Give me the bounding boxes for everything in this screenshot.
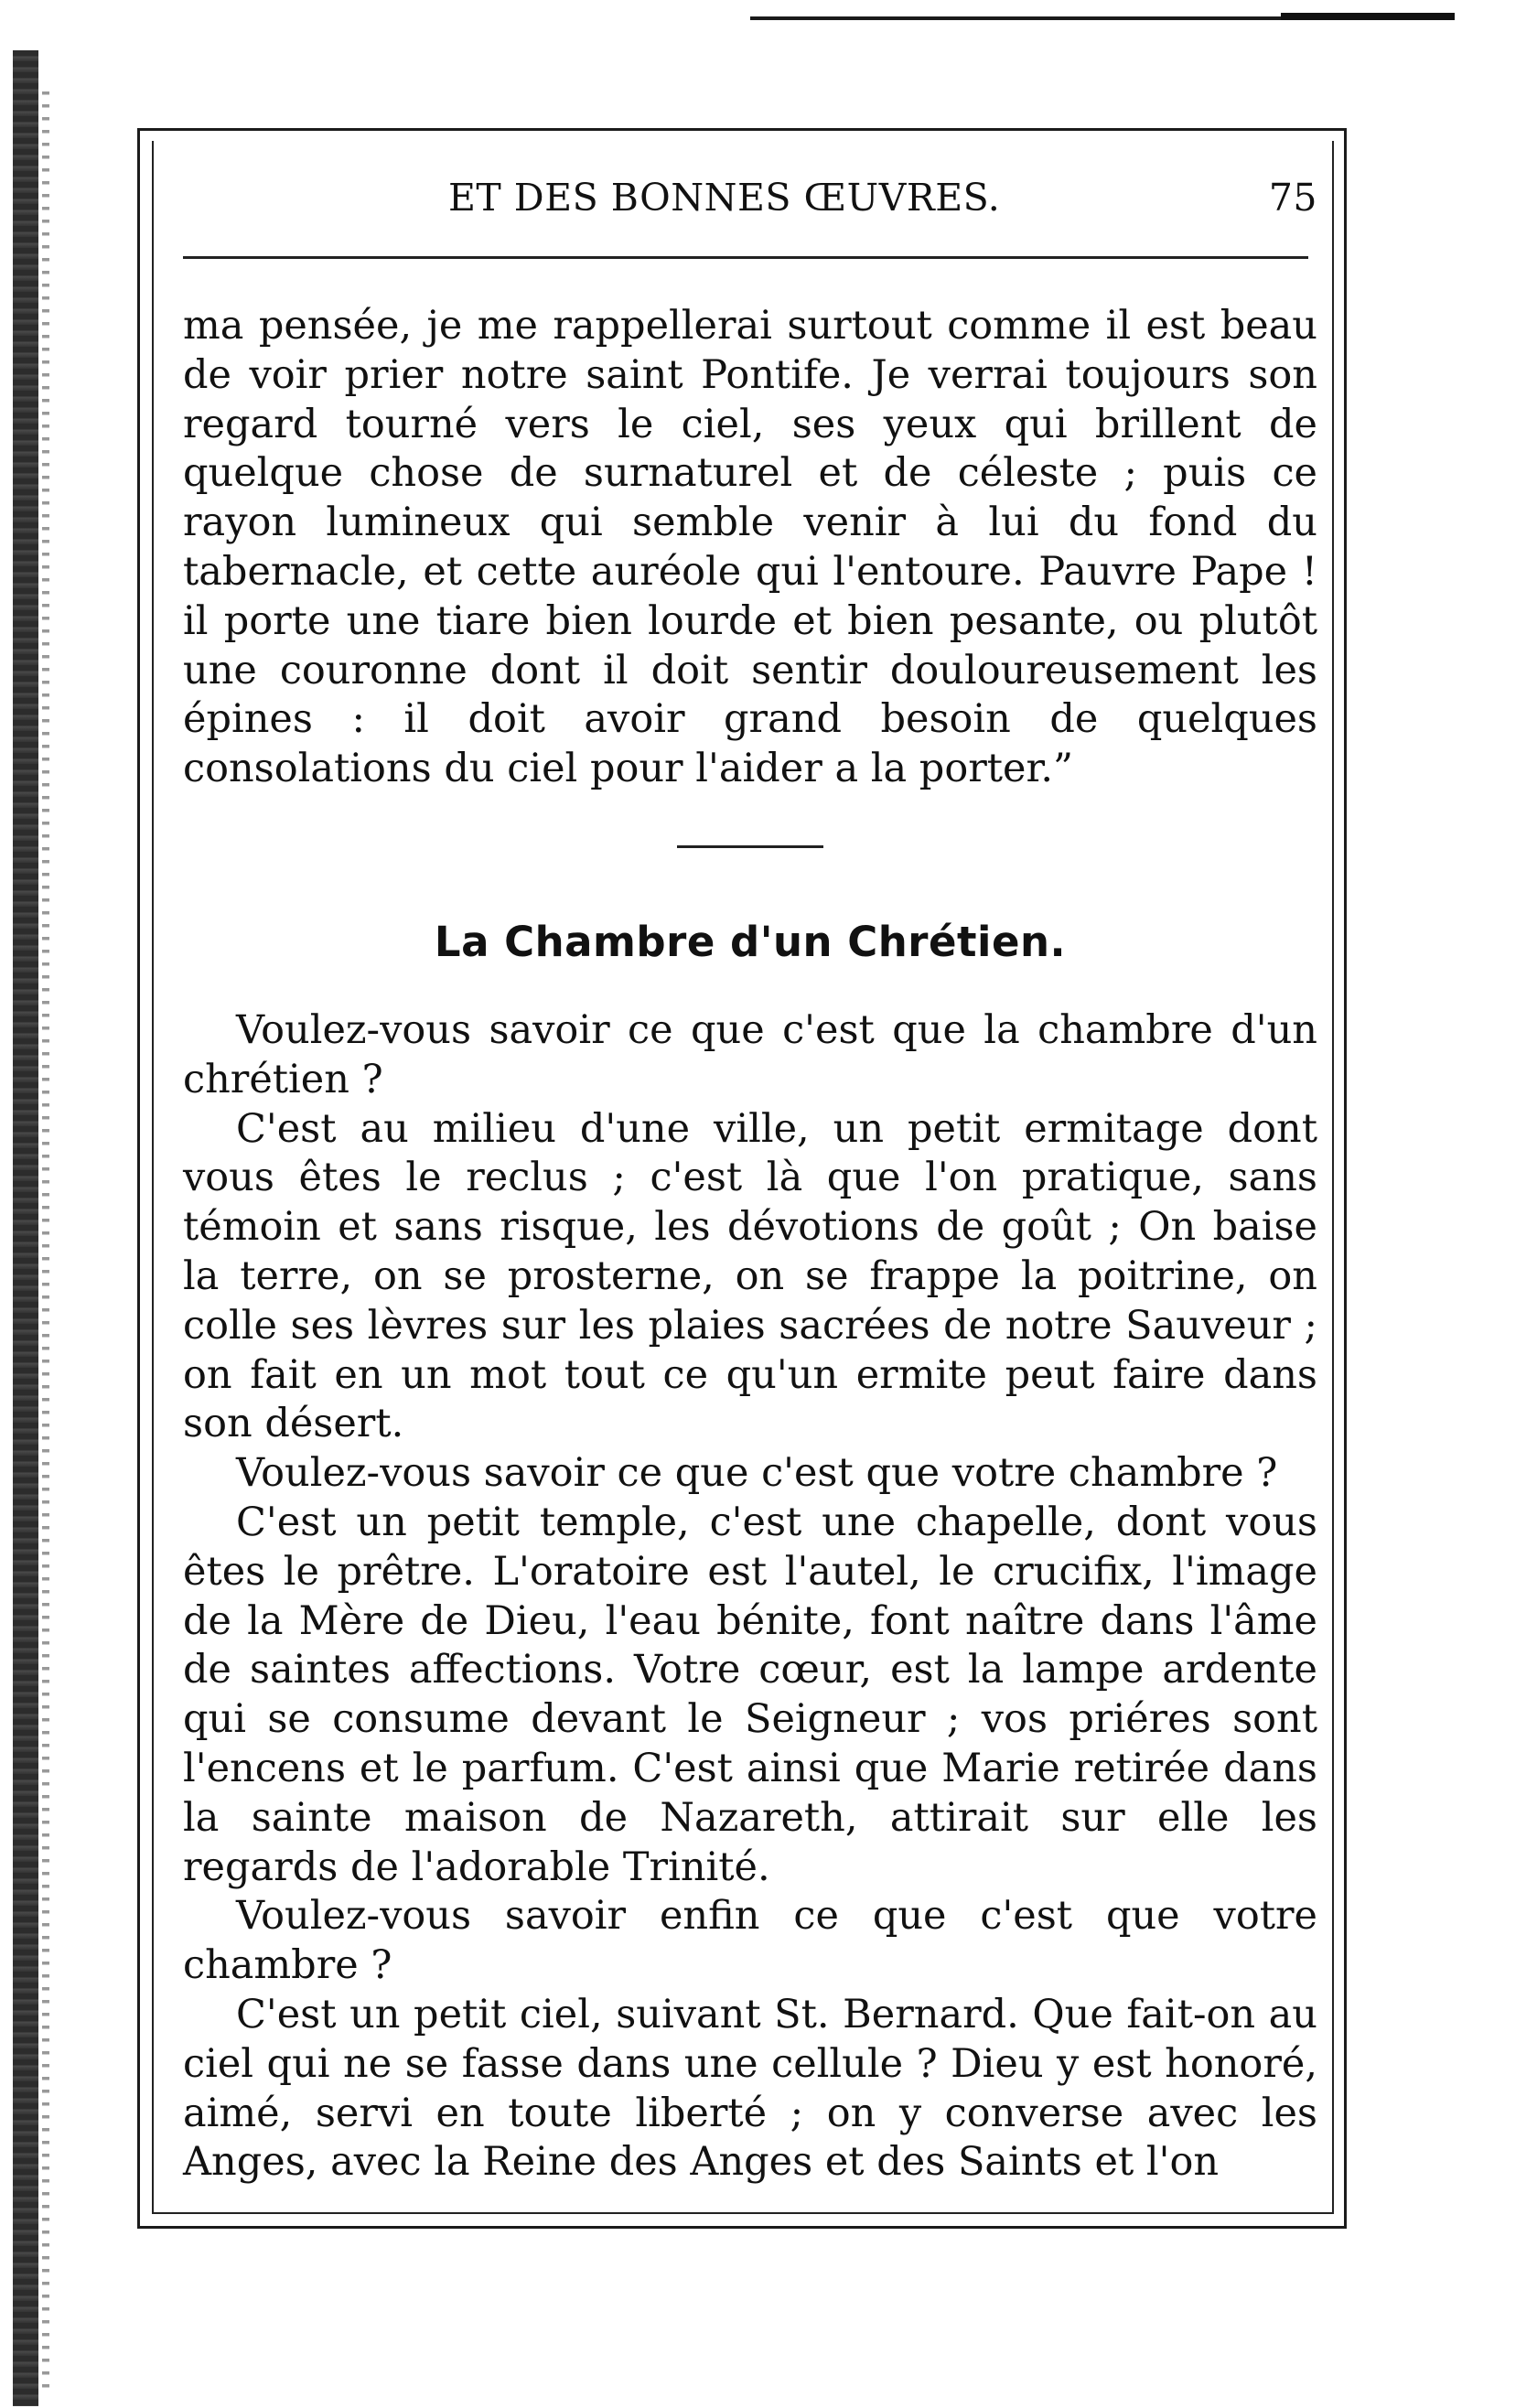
- running-head-title: ET DES BONNES ŒUVRES.: [448, 176, 1001, 220]
- paragraph: C'est au milieu d'une ville, un petit ermitage dont vous êtes le reclus ; c'est là que l'on pratique, sans témoin et sans risque, les dévotions de goût ; On baise la terre, on se prosterne, on se frappe la poitrine, on colle ses lèvres sur les plaies sacrées de notre Sauveur ; on fait en un mot tout ce qu'un ermite peut faire dans son désert.: [183, 1105, 1317, 1447]
- running-head: [183, 172, 1317, 227]
- header-rule: [183, 256, 1308, 259]
- section-separator-rule: [677, 845, 823, 848]
- paragraph-continuation: ma pensée, je me rappellerai surtout comme il est beau de voir prier notre saint Pontife. Je verrai toujours son regard tourné vers le ciel, ses yeux qui brillent de quelque chose de surnaturel et de céleste ; puis ce rayon lumineux qui semble venir à lui du fond du tabernacle, et cette auréole qui l'entoure. Pauvre Pape ! il porte une tiare bien lourde et bien pesante, ou plutôt une couronne dont il doit sentir douloureusement les épines : il doit avoir grand besoin de quelques consolations du ciel pour l'aider a la porter.”: [183, 303, 1317, 792]
- paragraph: C'est un petit temple, c'est une chapelle, dont vous êtes le prêtre. L'oratoire est l'autel, le crucifix, l'image de la Mère de Dieu, l'eau bénite, font naître dans l'âme de saintes affections. Votre cœur, est la lampe ardente qui se consume devant le Seigneur ; vos priéres sont l'encens et le parfum. C'est ainsi que Marie retirée dans la sainte maison de Nazareth, attirait sur elle les regards de l'adorable Trinité.: [183, 1499, 1317, 1890]
- paragraph: C'est un petit ciel, suivant St. Bernard. Que fait-on au ciel qui ne se fasse dans une cellule ? Dieu y est honoré, aimé, servi en toute liberté ; on y converse avec les Anges, avec la Reine des Anges et des Saints et l'on: [183, 1991, 1317, 2186]
- section-text-block: [183, 1006, 1317, 2188]
- page-number: 75: [1268, 176, 1317, 220]
- paragraph: Voulez-vous savoir ce que c'est que la chambre d'un chrétien ?: [183, 1007, 1317, 1102]
- section-title: La Chambre d'un Chrétien.: [434, 918, 1067, 966]
- top-text-block: [183, 302, 1317, 794]
- scan-top-rule-thick: [1281, 13, 1455, 20]
- paragraph: Voulez-vous savoir enfin ce que c'est que votre chambre ?: [183, 1893, 1317, 1989]
- scan-binding-shadow: [42, 91, 49, 2397]
- paragraph: Voulez-vous savoir ce que c'est que votre chambre ?: [236, 1450, 1278, 1497]
- scan-binding-edge: [13, 50, 38, 2406]
